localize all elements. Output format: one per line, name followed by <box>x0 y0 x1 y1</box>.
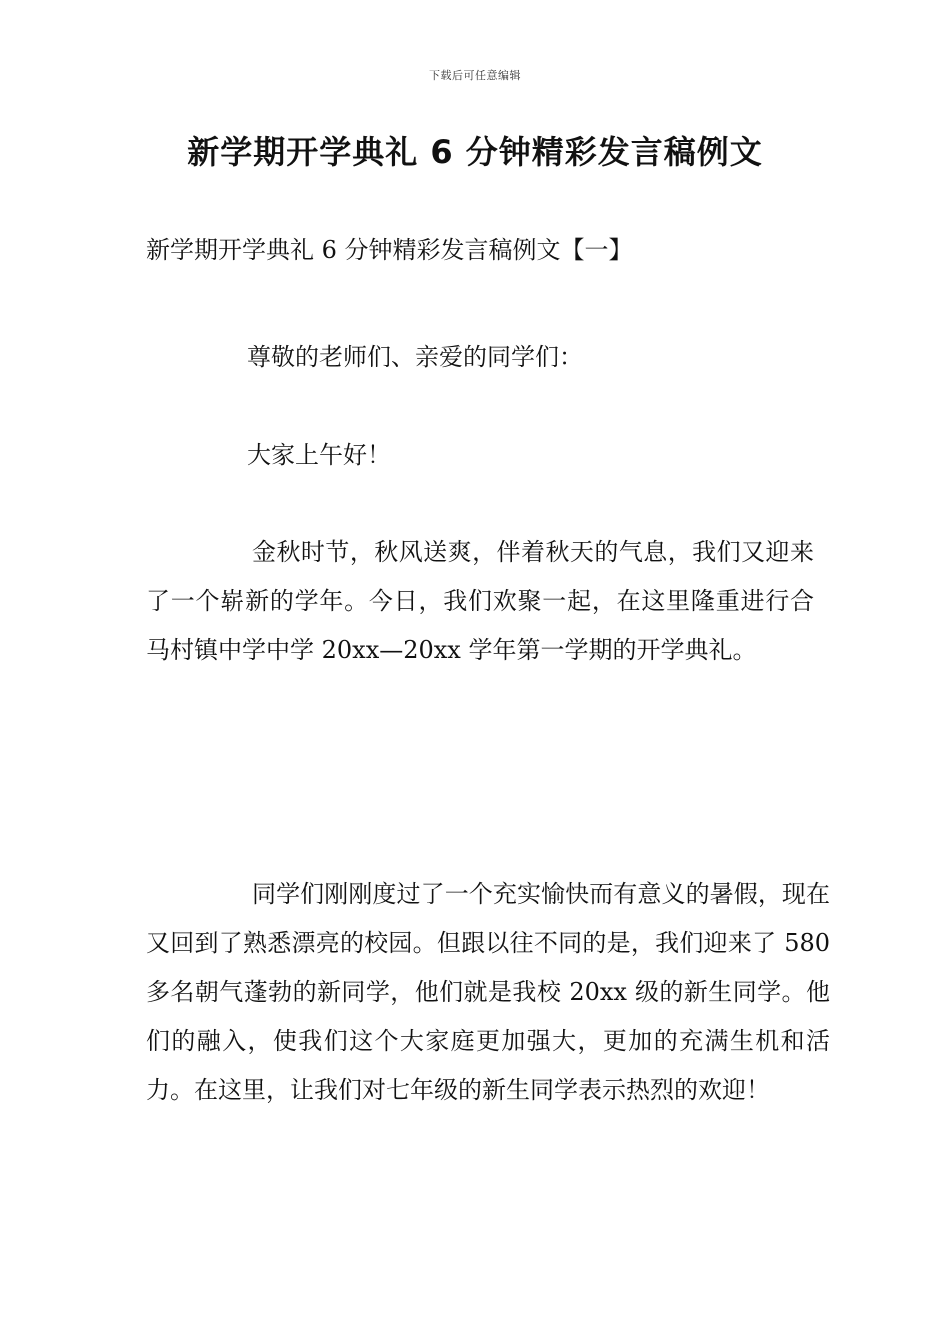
document-title: 新学期开学典礼 6 分钟精彩发言稿例文 <box>187 133 763 171</box>
paragraph-opening: 金秋时节，秋风送爽，伴着秋天的气息，我们又迎来了一个崭新的学年。今日，我们欢聚一起，在这里隆重进行合马村镇中学中学 20xx—20xx 学年第一学期的开学典礼。 <box>146 538 814 664</box>
header-note: 下载后可任意编辑 <box>429 69 521 82</box>
greeting: 大家上午好！ <box>247 441 391 469</box>
salutation: 尊敬的老师们、亲爱的同学们： <box>247 343 583 371</box>
paragraph-welcome: 同学们刚刚度过了一个充实愉快而有意义的暑假，现在又回到了熟悉漂亮的校园。但跟以往不同的是，我们迎来了 580 多名朝气蓬勃的新同学，他们就是我校 20xx 级的新生同学。他们的融入，使我们这个大家庭更加强大，更加的充满生机和活力。在这里，让我们对七年级的新生同学表示热烈的欢迎！ <box>146 880 830 1104</box>
section-heading: 新学期开学典礼 6 分钟精彩发言稿例文【一】 <box>146 236 633 264</box>
